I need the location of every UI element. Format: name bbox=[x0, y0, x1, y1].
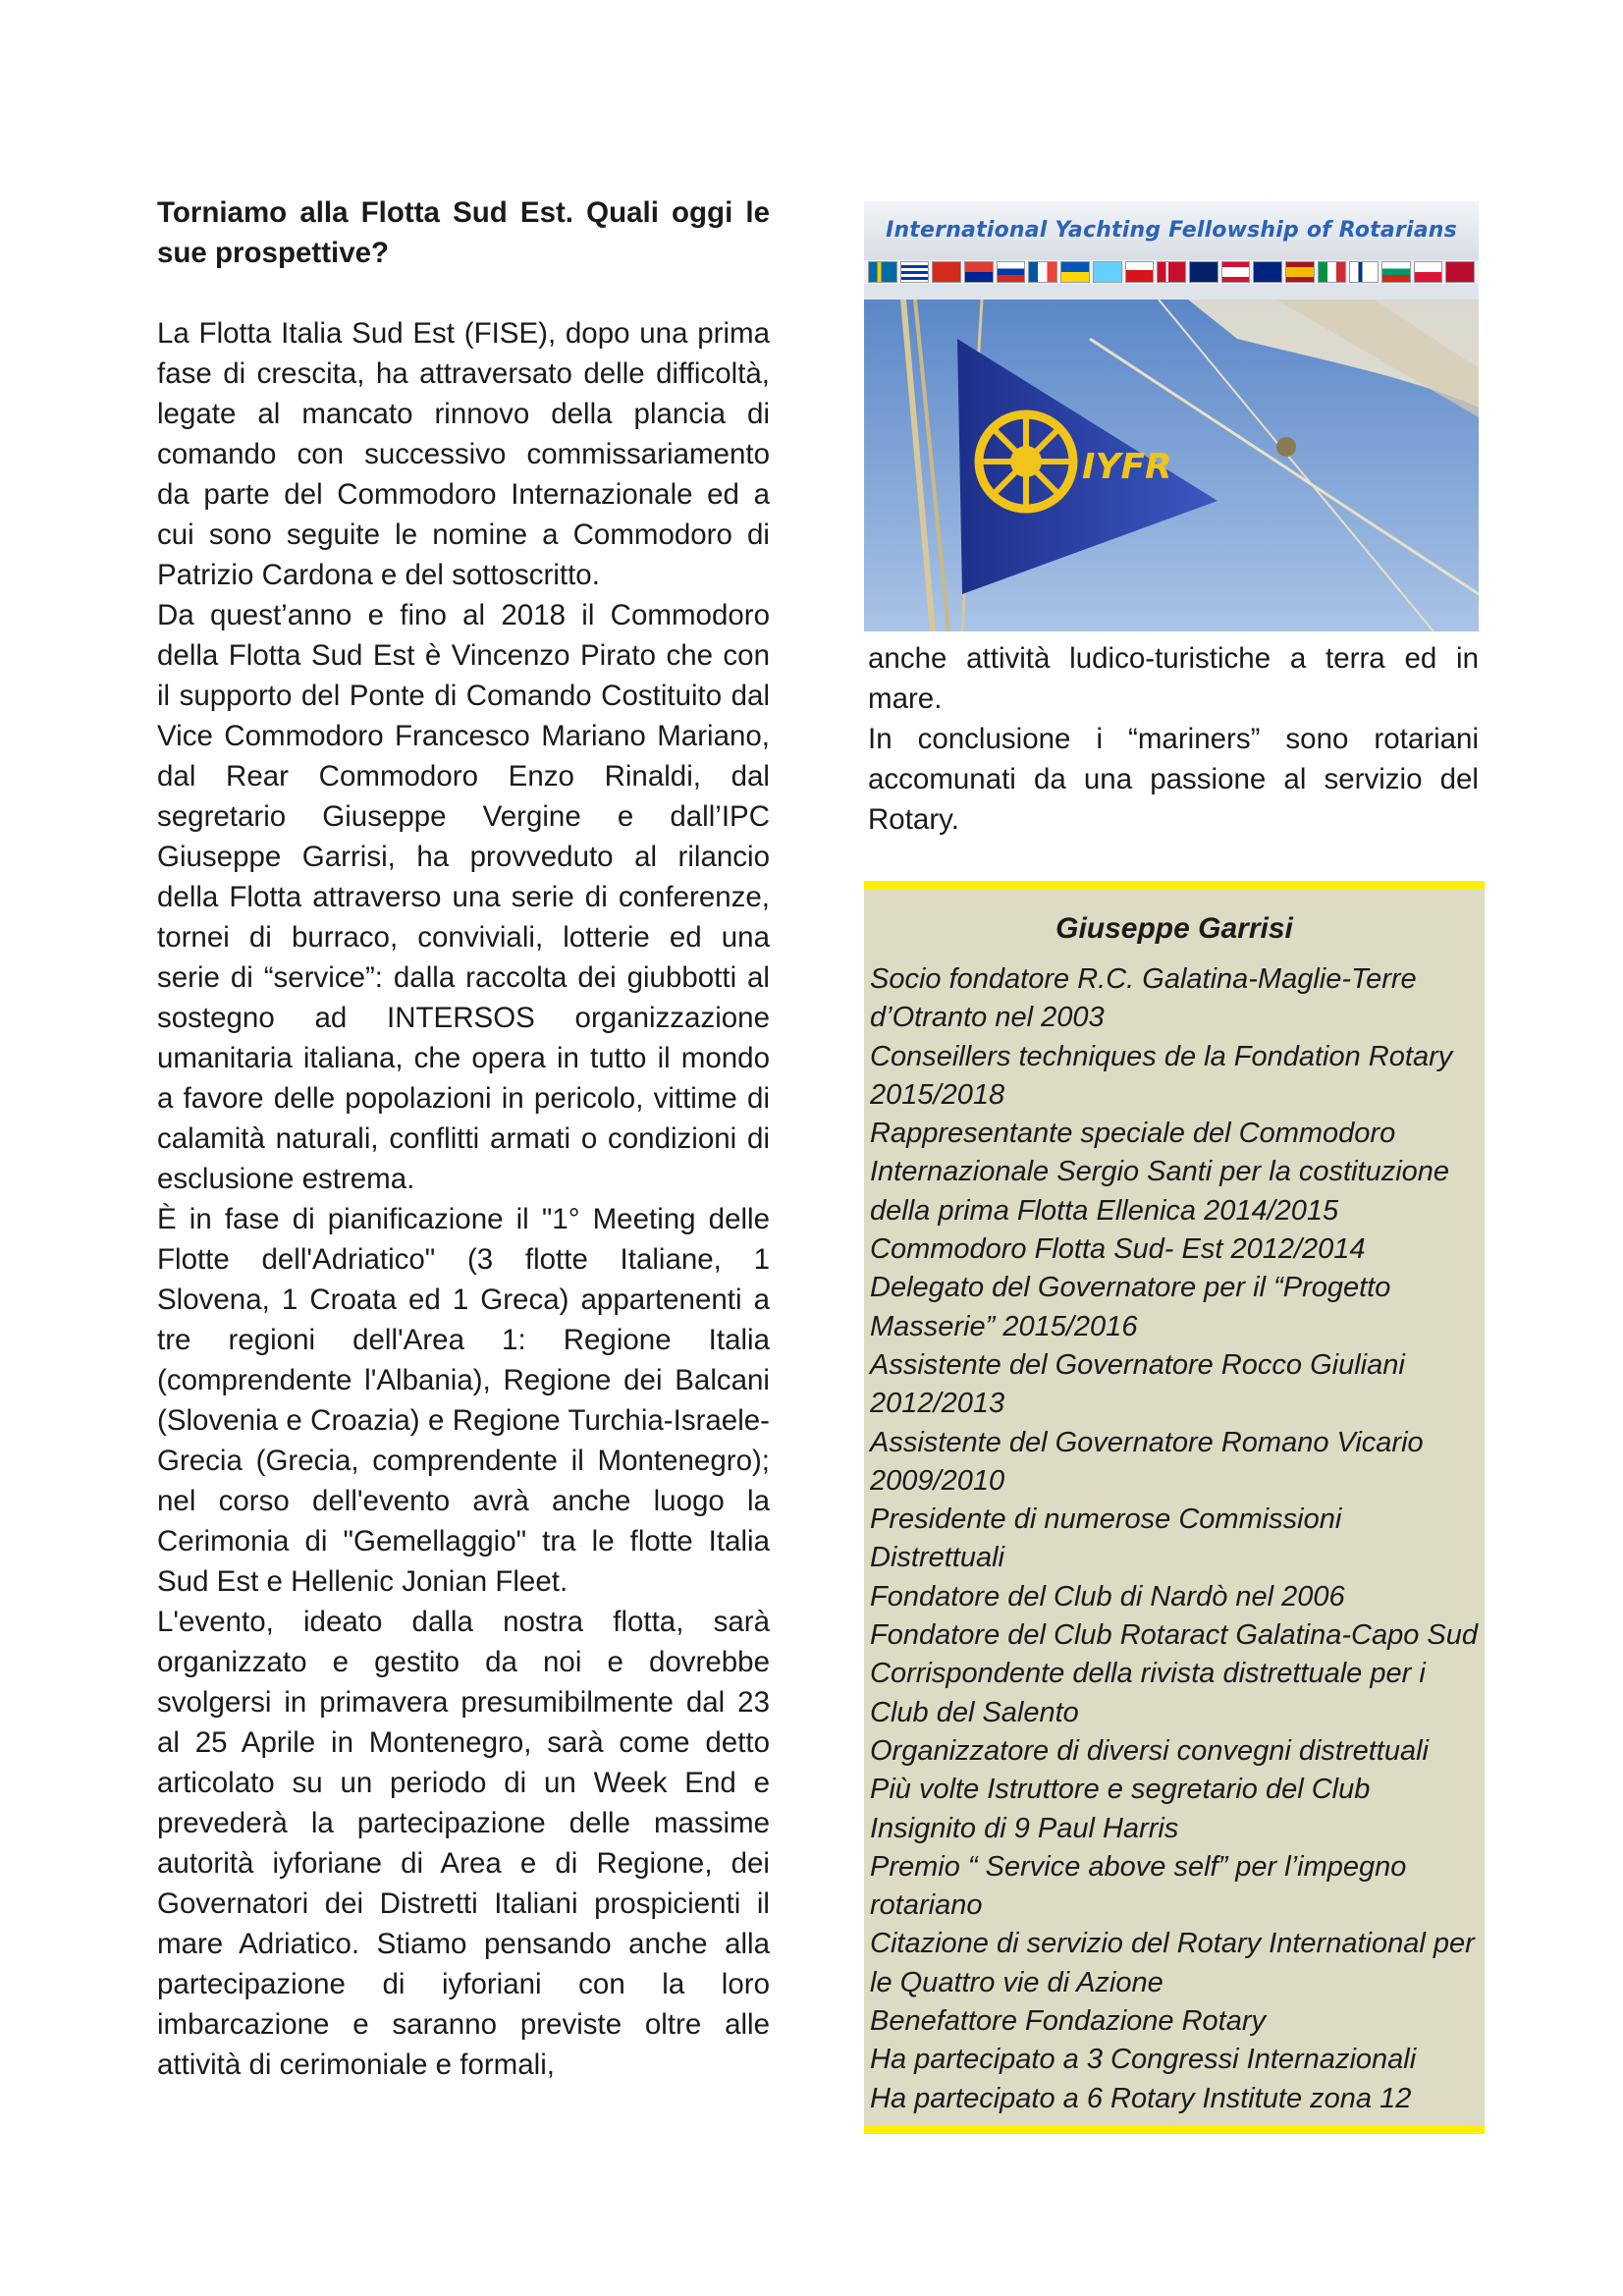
bio-item: Socio fondatore R.C. Galatina-Maglie-Terre d’Otranto nel 2003 bbox=[870, 963, 1417, 1034]
left-column bbox=[157, 192, 770, 2085]
flag-icon bbox=[1349, 261, 1379, 283]
body-paragraph: anche attività ludico-turistiche a terra ed in mare. bbox=[868, 642, 1479, 715]
bio-item: Delegato del Governatore per il “Progetto Masserie” 2015/2016 bbox=[870, 1272, 1391, 1342]
bio-item: Assistente del Governatore Rocco Giuliani 2012/2013 bbox=[870, 1348, 1405, 1420]
flag-icon bbox=[1157, 261, 1186, 283]
flag-icon bbox=[1189, 261, 1218, 283]
bio-item: Ha partecipato a 6 Rotary Institute zona 12 bbox=[870, 2082, 1412, 2114]
flag-icon bbox=[1285, 261, 1315, 283]
flag-icon bbox=[1414, 261, 1443, 283]
flag-icon bbox=[1060, 261, 1090, 283]
section-heading: Torniamo alla Flotta Sud Est. Quali oggi le sue prospettive? bbox=[157, 196, 770, 269]
body-paragraph: La Flotta Italia Sud Est (FISE), dopo una prima fase di crescita, ha attraversato delle difficoltà, legate al mancato rinnovo della plancia di comando con successivo commissariamento da parte del Commodoro Internazionale ed a cui sono seguite le nomine a Commodoro di Patrizio Cardona e del sottoscritto. bbox=[157, 317, 770, 591]
bio-item: Rappresentante speciale del Commodoro Internazionale Sergio Santi per la costituzione della prima Flotta Ellenica 2014/2015 bbox=[870, 1118, 1450, 1227]
bio-item: Ha partecipato a 3 Congressi Internazionali bbox=[870, 2044, 1417, 2076]
flag-icon bbox=[1028, 261, 1057, 283]
flag-icon bbox=[1445, 261, 1475, 283]
bio-box bbox=[864, 881, 1485, 2134]
flag-icon bbox=[1253, 261, 1282, 283]
bio-item: Insignito di 9 Paul Harris bbox=[870, 1812, 1179, 1844]
bio-list bbox=[870, 960, 1479, 2118]
flag-icon bbox=[900, 261, 930, 283]
body-paragraph: Da quest’anno e fino al 2018 il Commodoro della Flotta Sud Est è Vincenzo Pirato che con il supporto del Ponte di Comando Costituito dal Vice Commodoro Francesco Mariano Mariano, dal Rear Commodoro Enzo Rinaldi, dal segretario Giuseppe Vergine e dall’IPC Giuseppe Garrisi, ha provveduto al rilancio della Flotta attraverso una serie di conferenze, tornei di burraco, conviviali, lotterie ed una serie di “service”: dalla raccolta dei giubbotti al sostegno ad INTERSOS organizzazione umanitaria italiana, che opera in tutto il mondo a favore delle popolazioni in pericolo, vittime di calamità naturali, conflitti armati o condizioni di esclusione estrema. bbox=[157, 599, 770, 1195]
body-paragraph: È in fase di pianificazione il "1° Meeting delle Flotte dell'Adriatico" (3 flotte Italiane, 1 Slovena, 1 Croata ed 1 Greca) appartenenti a tre regioni dell'Area 1: Regione Italia (comprendente l'Albania), Regione dei Balcani (Slovenia e Croazia) e Regione Turchia-Israele-Grecia (Grecia, comprendente il Montenegro); nel corso dell'evento avrà anche luogo la Cerimonia di "Gemellaggio" tra le flotte Italia Sud Est e Hellenic Jonian Fleet. bbox=[157, 1203, 770, 1598]
flag-icon bbox=[932, 261, 961, 283]
bio-item: Organizzatore di diversi convegni distrettuali bbox=[870, 1734, 1429, 1767]
bio-item: Premio “ Service above self” per l’impegno rotariano bbox=[870, 1850, 1407, 1922]
pennant-photo bbox=[864, 300, 1479, 631]
bio-item: Corrispondente della rivista distrettuale per i Club del Salento bbox=[870, 1658, 1426, 1728]
flag-icon bbox=[997, 261, 1026, 283]
flag-icon bbox=[1318, 261, 1347, 283]
body-paragraph: In conclusione i “mariners” sono rotariani accomunati da una passione al servizio del Rotary. bbox=[868, 723, 1479, 836]
iyfr-banner-image bbox=[864, 201, 1479, 631]
bio-item: Fondatore del Club Rotaract Galatina-Capo Sud bbox=[870, 1619, 1479, 1652]
flag-icon bbox=[1221, 261, 1251, 283]
pennant-label: IYFR bbox=[1082, 447, 1172, 487]
bio-item: Commodoro Flotta Sud- Est 2012/2014 bbox=[870, 1233, 1366, 1266]
bio-item: Più volte Istruttore e segretario del Club bbox=[870, 1774, 1371, 1806]
body-paragraph: L'evento, ideato dalla nostra flotta, sarà organizzato e gestito da noi e dovrebbe svolgersi in primavera presumibilmente dal 23 al 25 Aprile in Montenegro, sarà come detto articolato su un periodo di un Week End e prevederà la partecipazione delle massime autorità iyforiane di Area e di Regione, dei Governatori dei Distretti Italiani prospicienti il mare Adriatico. Stiamo pensando anche alla partecipazione di iyforiani con la loro imbarcazione e saranno previste oltre alle attività di cerimoniale e formali, bbox=[157, 1606, 770, 2081]
bio-item: Assistente del Governatore Romano Vicario 2009/2010 bbox=[870, 1426, 1424, 1497]
flag-icon bbox=[1381, 261, 1411, 283]
banner-title: International Yachting Fellowship of Rotarians bbox=[864, 201, 1479, 260]
bio-item: Benefattore Fondazione Rotary bbox=[870, 2005, 1267, 2038]
bio-name: Giuseppe Garrisi bbox=[1055, 912, 1293, 945]
bio-item: Presidente di numerose Commissioni Distrettuali bbox=[870, 1503, 1342, 1574]
bio-item: Conseillers techniques de la Fondation Rotary 2015/2018 bbox=[870, 1040, 1453, 1111]
flag-icon bbox=[1125, 261, 1155, 283]
flags-strip bbox=[864, 260, 1479, 284]
right-column bbox=[868, 638, 1479, 840]
bio-item: Fondatore del Club di Nardò nel 2006 bbox=[870, 1580, 1345, 1613]
flag-icon bbox=[964, 261, 994, 283]
flag-icon bbox=[1093, 261, 1122, 283]
flag-icon bbox=[868, 261, 897, 283]
bio-item: Citazione di servizio del Rotary International per le Quattro vie di Azione bbox=[870, 1928, 1475, 1998]
